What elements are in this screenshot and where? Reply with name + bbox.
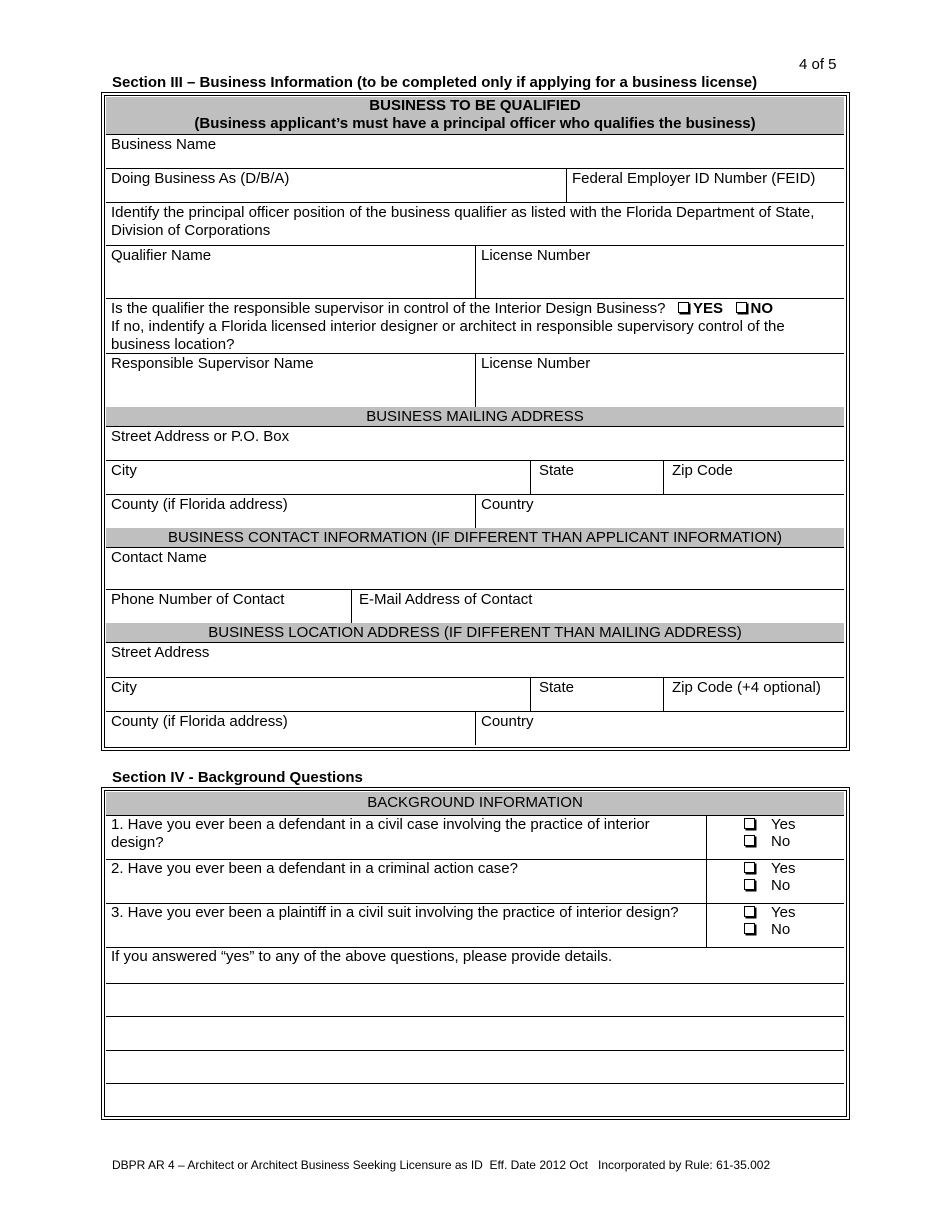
question-3-yes-checkbox[interactable] <box>744 906 755 917</box>
qualifier-name-field[interactable] <box>106 245 475 298</box>
no-label: NO <box>750 300 774 317</box>
question-1-text: 1. Have you ever been a defendant in a civil case involving the practice of interior design? <box>111 816 650 851</box>
location-street-label: Street Address <box>111 644 210 661</box>
question-3-no-checkbox[interactable] <box>744 923 755 934</box>
responsible-supervisor-field[interactable] <box>106 353 475 407</box>
location-country-field[interactable] <box>476 711 844 745</box>
feid-label: Federal Employer ID Number (FEID) <box>572 170 816 187</box>
contact-email-label: E-Mail Address of Contact <box>359 591 533 608</box>
mailing-city-field[interactable] <box>106 460 531 494</box>
details-prompt <box>106 947 844 983</box>
license-number-label: License Number <box>481 247 591 264</box>
location-zip-label: Zip Code (+4 optional) <box>672 679 821 696</box>
location-city-label: City <box>111 679 137 696</box>
question-2-yes-label: Yes <box>771 860 796 877</box>
mailing-zip-label: Zip Code <box>672 462 733 479</box>
question-1-yes-label: Yes <box>771 816 796 833</box>
question-2-yes[interactable] <box>744 860 795 878</box>
yes-label: YES <box>692 300 723 317</box>
supervisor-followup: If no, indentify a Florida licensed interior designer or architect in responsible supervisory control of the business location? <box>111 318 785 353</box>
dba-label: Doing Business As (D/B/A) <box>111 170 290 187</box>
responsible-supervisor-label: Responsible Supervisor Name <box>111 355 314 372</box>
location-county-field[interactable] <box>106 711 475 745</box>
supervisor-question: Is the qualifier the responsible supervisor in control of the Interior Design Business? <box>111 300 666 317</box>
details-line-2[interactable] <box>106 1017 844 1049</box>
question-3-text: 3. Have you ever been a plaintiff in a civil suit involving the practice of interior design? <box>111 904 679 921</box>
supervisor-question-line <box>111 300 839 318</box>
footer-text: DBPR AR 4 – Architect or Architect Business Seeking Licensure as ID Eff. Date 2012 Oct Incorporated by Rule: 61-35.002 <box>112 1158 771 1172</box>
page-number: 4 of 5 <box>799 56 837 73</box>
question-1 <box>106 815 706 859</box>
question-2-no-label: No <box>771 877 791 894</box>
mailing-state-field[interactable] <box>531 460 663 494</box>
details-line-4[interactable] <box>106 1084 844 1115</box>
supervisor-license-label: License Number <box>481 355 591 372</box>
supervisor-question-block <box>106 298 844 353</box>
header-line-1: BUSINESS TO BE QUALIFIED <box>369 97 581 114</box>
mailing-county-field[interactable] <box>106 494 475 528</box>
mailing-country-label: Country <box>481 496 534 513</box>
section-3-title: Section III – Business Information (to be completed only if applying for a business license) <box>112 74 758 91</box>
business-name-label: Business Name <box>111 136 217 153</box>
question-2-no[interactable] <box>744 877 790 895</box>
contact-email-field[interactable] <box>352 589 844 623</box>
section-4-title: Section IV - Background Questions <box>112 769 363 786</box>
contact-phone-label: Phone Number of Contact <box>111 591 285 608</box>
question-1-yes-checkbox[interactable] <box>744 818 755 829</box>
yes-checkbox[interactable] <box>678 302 689 313</box>
details-prompt-text: If you answered “yes” to any of the above questions, please provide details. <box>111 948 613 965</box>
contact-phone-field[interactable] <box>106 589 352 623</box>
question-2-no-checkbox[interactable] <box>744 879 755 890</box>
mailing-street-label: Street Address or P.O. Box <box>111 428 290 445</box>
header-line-2: (Business applicant’s must have a principal officer who qualifies the business) <box>194 115 756 132</box>
location-country-label: Country <box>481 713 534 730</box>
question-2-text: 2. Have you ever been a defendant in a criminal action case? <box>111 860 518 877</box>
question-1-no-checkbox[interactable] <box>744 835 755 846</box>
location-address-header: BUSINESS LOCATION ADDRESS (IF DIFFERENT THAN MAILING ADDRESS) <box>106 623 844 642</box>
business-name-field[interactable] <box>106 134 844 168</box>
mailing-street-field[interactable] <box>106 426 844 460</box>
location-state-label: State <box>539 679 575 696</box>
details-line-1[interactable] <box>106 984 844 1016</box>
question-3-yes-label: Yes <box>771 904 796 921</box>
question-2-yes-checkbox[interactable] <box>744 862 755 873</box>
mailing-address-header: BUSINESS MAILING ADDRESS <box>106 407 844 426</box>
contact-info-header: BUSINESS CONTACT INFORMATION (IF DIFFERENT THAN APPLICANT INFORMATION) <box>106 528 844 547</box>
question-2 <box>106 859 706 903</box>
contact-name-label: Contact Name <box>111 549 207 566</box>
location-street-field[interactable] <box>106 642 844 677</box>
contact-name-field[interactable] <box>106 547 844 589</box>
question-1-no-label: No <box>771 833 791 850</box>
mailing-zip-field[interactable] <box>664 460 844 494</box>
qualifier-name-label: Qualifier Name <box>111 247 212 264</box>
principal-officer-label: Identify the principal officer position of the business qualifier as listed with the Florida Department of State, Division of Corporations <box>111 204 815 239</box>
supervisor-license-field[interactable] <box>476 353 844 407</box>
question-3-no[interactable] <box>744 921 790 939</box>
question-3 <box>106 903 706 947</box>
no-checkbox[interactable] <box>736 302 747 313</box>
question-1-yes[interactable] <box>744 816 795 834</box>
location-county-label: County (if Florida address) <box>111 713 288 730</box>
question-3-yes[interactable] <box>744 904 795 922</box>
location-state-field[interactable] <box>531 677 663 711</box>
license-number-field[interactable] <box>476 245 844 298</box>
location-zip-field[interactable] <box>664 677 844 711</box>
background-info-header: BACKGROUND INFORMATION <box>106 792 844 815</box>
mailing-state-label: State <box>539 462 575 479</box>
question-1-no[interactable] <box>744 833 790 851</box>
mailing-county-label: County (if Florida address) <box>111 496 288 513</box>
dba-field[interactable] <box>106 168 567 202</box>
feid-field[interactable] <box>567 168 844 202</box>
question-3-no-label: No <box>771 921 791 938</box>
business-qualified-header <box>106 97 844 134</box>
mailing-country-field[interactable] <box>476 494 844 528</box>
mailing-city-label: City <box>111 462 137 479</box>
location-city-field[interactable] <box>106 677 531 711</box>
details-line-3[interactable] <box>106 1051 844 1083</box>
principal-officer-field[interactable] <box>106 202 844 245</box>
